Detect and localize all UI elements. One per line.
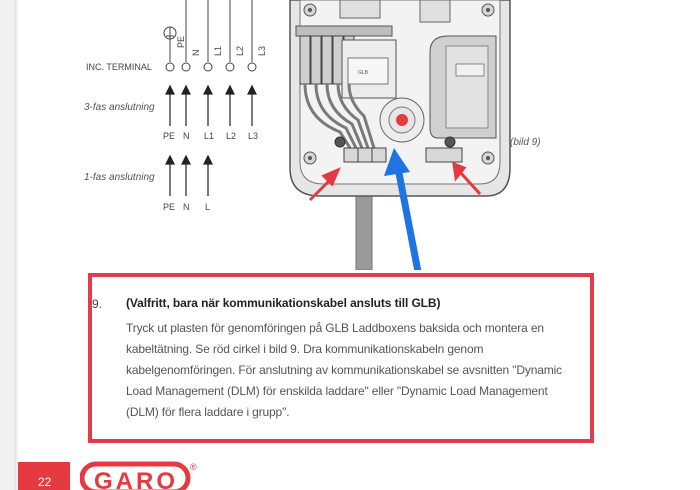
step-number: 9. (92, 297, 103, 311)
three-phase-arrows (166, 86, 256, 126)
logo-registered-mark: ® (190, 462, 197, 472)
top-terminal-l1: L1 (213, 45, 223, 56)
garo-logo (80, 458, 210, 490)
single-phase-arrows (166, 156, 212, 196)
three-phase-terminal-l1: L1 (204, 131, 215, 141)
charger-device (290, 0, 510, 270)
top-terminal-pe: PE (176, 35, 186, 48)
single-phase-terminal-l: L (205, 202, 211, 212)
top-terminal-n: N (191, 49, 201, 56)
page-number: 22 (38, 475, 52, 489)
single-phase-terminal-pe: PE (163, 202, 176, 212)
logo-text: GARO (94, 468, 178, 490)
three-phase-terminal-l2: L2 (226, 131, 237, 141)
single-phase-label: 1-fas anslutning (84, 172, 155, 183)
step-body: Tryck ut plasten för genomföringen på GLB Laddboxens baksida och montera en kabeltätning. Se röd cirkel i bild 9. Dra kommunikationskabeln genom kabelgenomföringen. För anslutning av kommunikationskabel se avsnitten "Dynamic Load Management (DLM) för enskilda laddare" eller "Dynamic Load Management (DLM) för flera laddare i grupp". (126, 321, 562, 419)
three-phase-label: 3-fas anslutning (84, 102, 155, 113)
step-heading: (Valfritt, bara när kommunikationskabel ansluts till GLB) (126, 296, 441, 310)
top-terminal-l2: L2 (235, 45, 245, 56)
grommet-highlight (396, 114, 408, 126)
top-terminal-l3: L3 (257, 45, 267, 56)
figure-label: (bild 9) (510, 137, 541, 148)
manual-page (18, 0, 700, 490)
three-phase-terminal-pe: PE (163, 131, 176, 141)
three-phase-terminal-l3: L3 (248, 131, 259, 141)
three-phase-terminal-n: N (183, 131, 190, 141)
svg-text:GLB: GLB (358, 70, 369, 76)
installation-diagram (18, 0, 700, 270)
terminal-label: INC. TERMINAL (86, 62, 152, 72)
single-phase-terminal-n: N (183, 202, 190, 212)
